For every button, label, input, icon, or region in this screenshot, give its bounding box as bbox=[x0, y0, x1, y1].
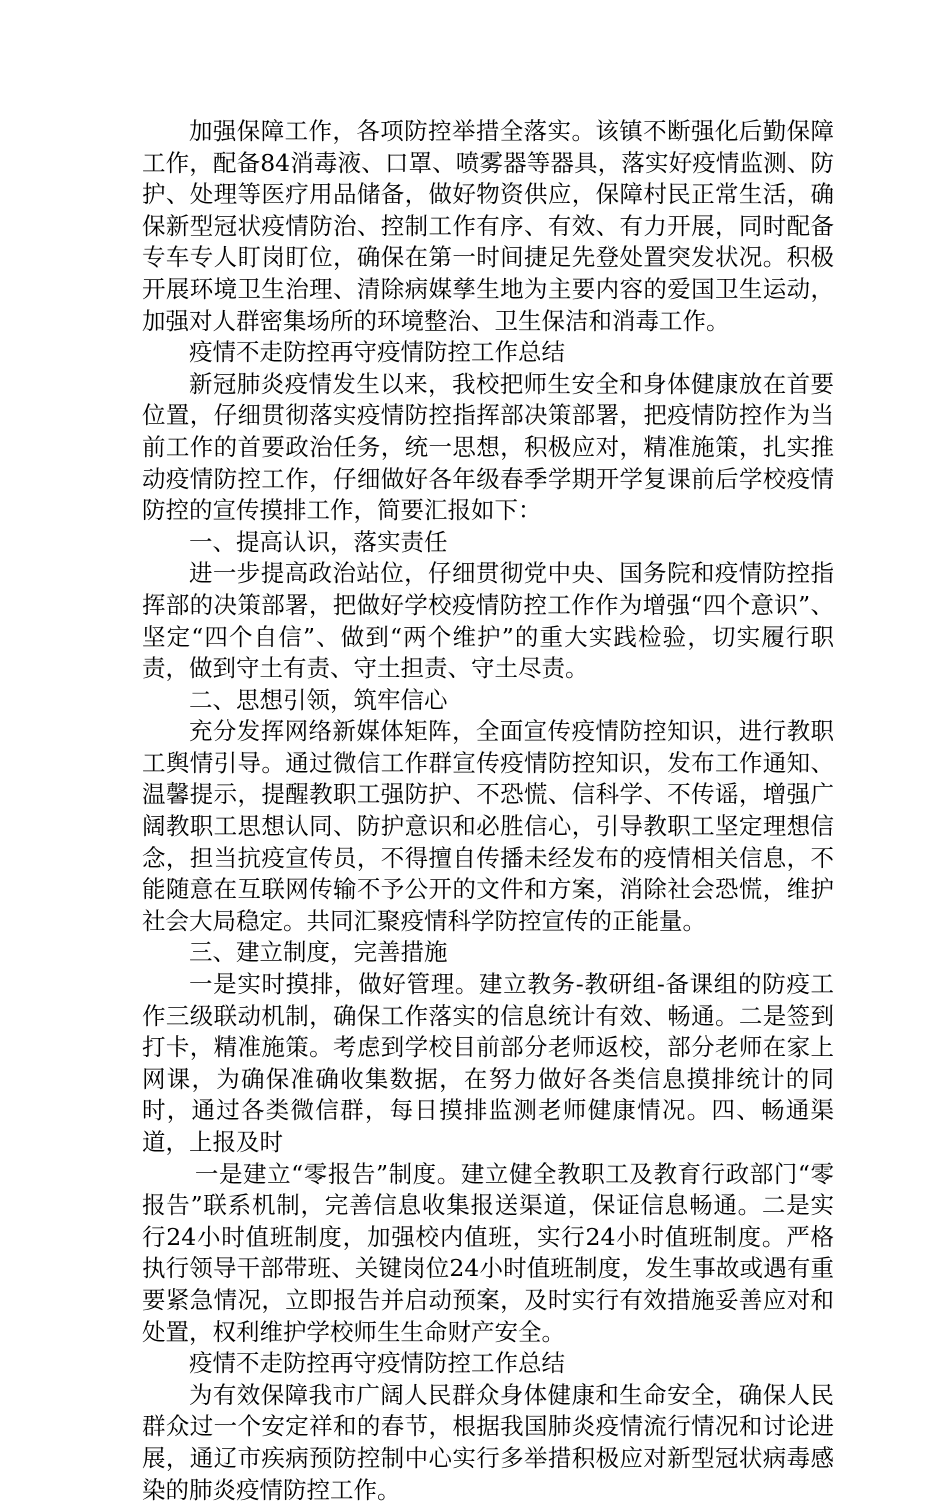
section-title-summary: 疫情不走防控再守疫情防控工作总结 bbox=[189, 338, 565, 367]
heading-raise-awareness: 一、提高认识，落实责任 bbox=[189, 527, 448, 556]
heading-establish-system: 三、建立制度，完善措施 bbox=[189, 938, 448, 967]
paragraph-screening-management: 一是实时摸排，做好管理。建立教务-教研组-备课组的防疫工作三级联动机制，确保工作落实的信息统计有效、畅通。二是签到打卡，精准施策。考虑到学校目前部分老师返校，部分老师在家上网课，为确保准确收集数据，在努力做好各类信息摸排统计的同时，通过各类微信群，每日摸排监测老师健康情况。四、畅通渠道，上报及时 bbox=[142, 970, 834, 1156]
document-body bbox=[142, 116, 834, 1506]
paragraph-school-intro: 新冠肺炎疫情发生以来，我校把师生安全和身体健康放在首要位置，仔细贯彻落实疫情防控指挥部决策部署，把疫情防控作为当前工作的首要政治任务，统一思想，积极应对，精准施策，扎实推动疫情防控工作，仔细做好各年级春季学期开学复课前后学校疫情防控的宣传摸排工作，简要汇报如下： bbox=[142, 369, 834, 525]
paragraph-tongliao-cdc: 为有效保障我市广阔人民群众身体健康和生命安全，确保人民群众过一个安定祥和的春节，根据我国肺炎疫情流行情况和讨论进展，通辽市疾病预防控制中心实行多举措积极应对新型冠状病毒感染的肺炎疫情防控工作。 bbox=[142, 1380, 834, 1504]
paragraph-media-publicity: 充分发挥网络新媒体矩阵，全面宣传疫情防控知识，进行教职工舆情引导。通过微信工作群宣传疫情防控知识，发布工作通知、温馨提示，提醒教职工强防护、不恐慌、信科学、不传谣，增强广阔教职工思想认同、防护意识和必胜信心，引导教职工坚定理想信念，担当抗疫宣传员，不得擅自传播未经发布的疫情相关信息，不能随意在互联网传输不予公开的文件和方案，消除社会恐慌，维护社会大局稳定。共同汇聚疫情科学防控宣传的正能量。 bbox=[142, 717, 834, 935]
heading-ideological-guidance: 二、思想引领，筑牢信心 bbox=[189, 685, 448, 714]
paragraph-zero-report: 一是建立“零报告”制度。建立健全教职工及教育行政部门“零报告”联系机制，完善信息收集报送渠道，保证信息畅通。二是实行24小时值班制度，加强校内值班，实行24小时值班制度。严格执行领导干部带班、关键岗位24小时值班制度，发生事故或遇有重要紧急情况，立即报告并启动预案，及时实行有效措施妥善应对和处置，权利维护学校师生生命财产安全。 bbox=[142, 1159, 834, 1346]
section-title-summary-2: 疫情不走防控再守疫情防控工作总结 bbox=[189, 1349, 565, 1378]
paragraph-political-standing: 进一步提高政治站位，仔细贯彻党中央、国务院和疫情防控指挥部的决策部署，把做好学校疫情防控工作作为增强“四个意识”、坚定“四个自信”、做到“两个维护”的重大实践检验，切实履行职责，做到守土有责、守土担责、守土尽责。 bbox=[142, 559, 834, 683]
paragraph-logistics-support: 加强保障工作，各项防控举措全落实。该镇不断强化后勤保障工作，配备84消毒液、口罩、喷雾器等器具，落实好疫情监测、防护、处理等医疗用品储备，做好物资供应，保障村民正常生活，确保新型冠状疫情防治、控制工作有序、有效、有力开展，同时配备专车专人盯岗盯位，确保在第一时间捷足先登处置突发状况。积极开展环境卫生治理、清除病媒孳生地为主要内容的爱国卫生运动，加强对人群密集场所的环境整治、卫生保洁和消毒工作。 bbox=[142, 117, 834, 335]
